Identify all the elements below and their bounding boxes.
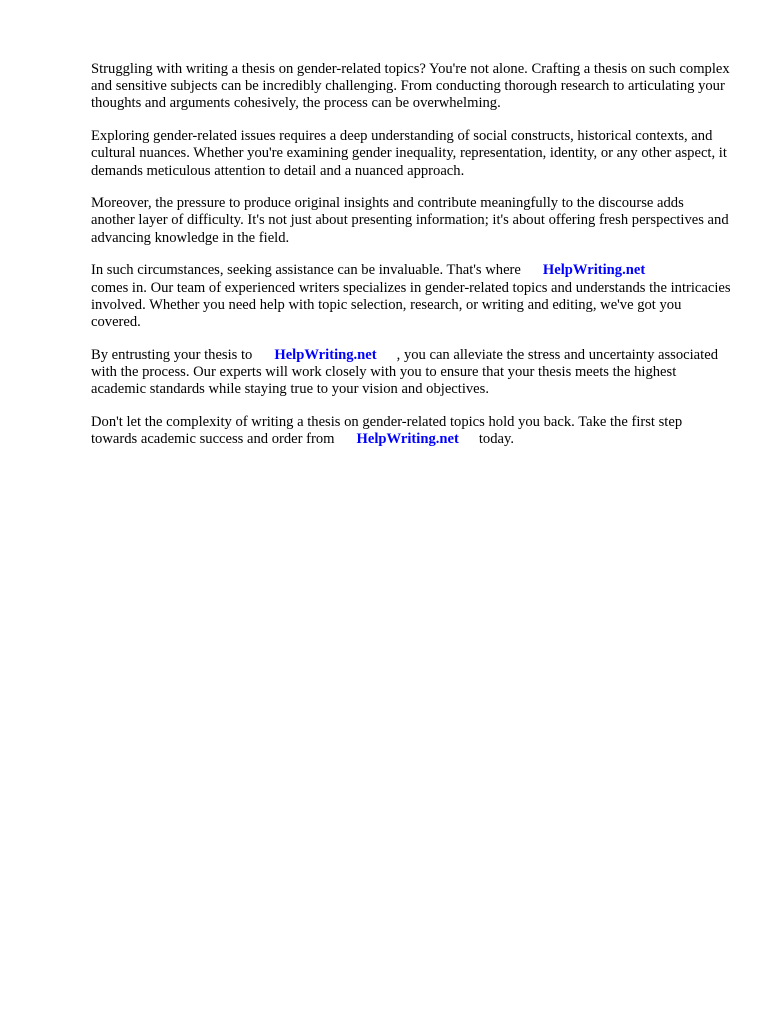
paragraph-exploring: Exploring gender-related issues requires a deep understanding of social constructs, historical contexts, and cultural nuances. Whether you're examining gender inequality, representation, identity, or any other aspect, it demands meticulous attention to detail and a nuanced approach.: [91, 128, 727, 179]
paragraph-text-before-link: In such circumstances, seeking assistance can be invaluable. That's where: [91, 262, 521, 279]
paragraph-assistance: [91, 262, 731, 331]
paragraph-intro: Struggling with writing a thesis on gender-related topics? You're not alone. Crafting a thesis on such complex and sensitive subjects can be incredibly challenging. From conducting thorough research to articulating your thoughts and arguments cohesively, the process can be overwhelming.: [91, 61, 730, 112]
helpwriting-link[interactable]: HelpWriting.net: [274, 346, 377, 363]
document-body: [91, 61, 731, 464]
paragraph-entrusting: [91, 347, 731, 399]
paragraph-closing: [91, 414, 731, 448]
paragraph-text-before-link: Don't let the complexity of writing a thesis on gender-related topics hold you back. Take the first step towards academic success and order from: [91, 413, 683, 447]
helpwriting-link[interactable]: HelpWriting.net: [542, 262, 646, 279]
paragraph-text-before-link: By entrusting your thesis to: [91, 346, 253, 363]
helpwriting-link[interactable]: HelpWriting.net: [356, 430, 459, 447]
paragraph-text-after-link: today.: [478, 430, 514, 447]
paragraph-pressure: Moreover, the pressure to produce original insights and contribute meaningfully to the discourse adds another layer of difficulty. It's not just about presenting information; it's about offering fresh perspectives and advancing knowledge in the field.: [91, 195, 729, 246]
paragraph-text-after-link: comes in. Our team of experienced writers specializes in gender-related topics and understands the intricacies involved. Whether you need help with topic selection, research, or writing and editing, we've got you covered.: [91, 279, 731, 330]
paragraph-text-after-link: , you can alleviate the stress and uncertainty associated with the process. Our experts will work closely with you to ensure that your thesis meets the highest academic standards while staying true to your vision and objectives.: [91, 346, 718, 398]
